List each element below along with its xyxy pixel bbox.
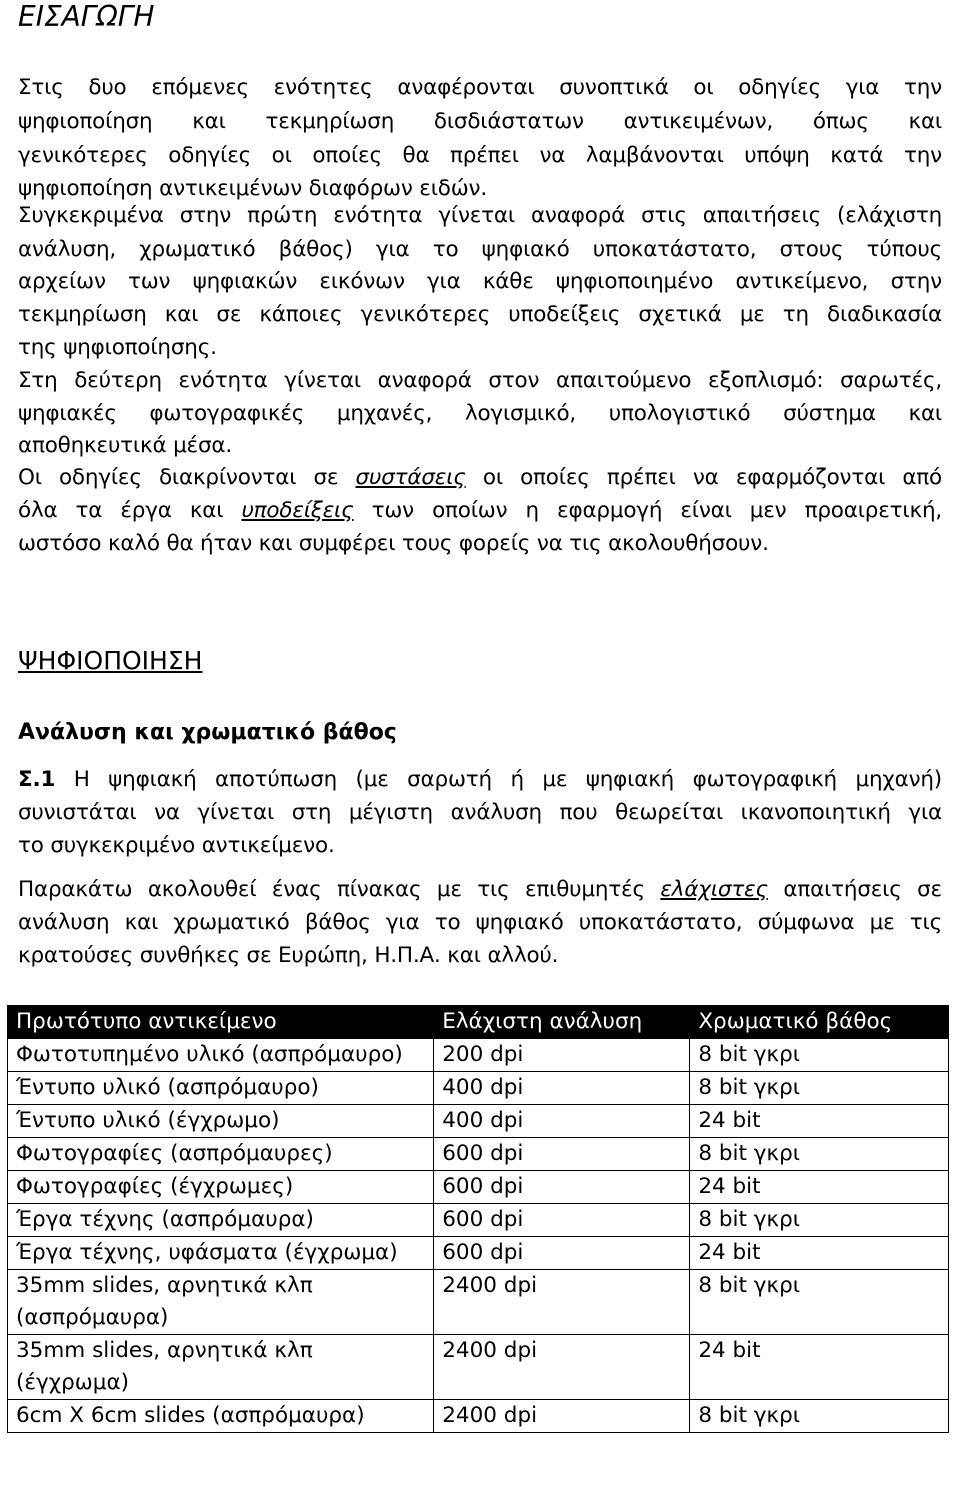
cell-object: Φωτογραφίες (έγχρωμες) (8, 1171, 434, 1204)
table-intro-line: κρατούσες συνθήκες σε Ευρώπη, Η.Π.Α. και αλλού. (18, 943, 559, 968)
table-row (8, 1237, 949, 1270)
cell-depth: 8 bit γκρι (690, 1204, 949, 1237)
cell-depth: 8 bit γκρι (690, 1270, 949, 1335)
table-intro-line: ανάλυση και χρωματικό βάθος για το ψηφιακό υποκατάστατο, σύμφωνα με τις (18, 910, 942, 935)
subsection-heading: Ανάλυση και χρωματικό βάθος (18, 720, 397, 745)
minimum-term: ελάχιστες (660, 877, 768, 902)
recommendation-line: όλα τα έργα και υποδείξεις των οποίων η εφαρμογή είναι μεν προαιρετική, (18, 498, 943, 523)
cell-depth: 24 bit (690, 1171, 949, 1204)
cell-resolution: 2400 dpi (434, 1270, 690, 1335)
recommendations-term: συστάσεις (355, 465, 466, 490)
intro-line: ανάλυση, χρωματικό βάθος) για το ψηφιακό υποκατάστατο, στους τύπους (18, 237, 942, 262)
header-original-object: Πρωτότυπο αντικείμενο (8, 1006, 434, 1039)
intro-line: της ψηφιοποίησης. (18, 335, 217, 360)
intro-line: ψηφιοποίηση και τεκμηρίωση δισδιάστατων αντικειμένων, όπως και (18, 109, 942, 134)
table-header-row (8, 1006, 949, 1039)
table-row (8, 1335, 949, 1400)
intro-line: αποθηκευτικά μέσα. (18, 433, 233, 458)
intro-line: Συγκεκριμένα στην πρώτη ενότητα γίνεται αναφορά στις απαιτήσεις (ελάχιστη (18, 203, 942, 228)
cell-object: 35mm slides, αρνητικά κλπ (έγχρωμα) (8, 1335, 434, 1400)
table-row (8, 1171, 949, 1204)
cell-depth: 8 bit γκρι (690, 1400, 949, 1433)
cell-depth: 24 bit (690, 1335, 949, 1400)
cell-depth: 8 bit γκρι (690, 1072, 949, 1105)
cell-resolution: 600 dpi (434, 1204, 690, 1237)
table-row (8, 1072, 949, 1105)
cell-resolution: 600 dpi (434, 1171, 690, 1204)
requirements-table (7, 1005, 949, 1433)
intro-line: Στη δεύτερη ενότητα γίνεται αναφορά στον απαιτούμενο εξοπλισμό: σαρωτές, (18, 368, 942, 393)
table-intro-line: Παρακάτω ακολουθεί ένας πίνακας με τις επιθυμητές ελάχιστες απαιτήσεις σε (18, 877, 942, 902)
intro-line: τεκμηρίωση και σε κάποιες γενικότερες υποδείξεις σχετικά με τη διαδικασία (18, 302, 942, 327)
cell-depth: 24 bit (690, 1105, 949, 1138)
intro-line: αρχείων των ψηφιακών εικόνων για κάθε ψηφιοποιημένο αντικείμενο, στην (18, 269, 942, 294)
cell-object: 35mm slides, αρνητικά κλπ (ασπρόμαυρα) (8, 1270, 434, 1335)
table-row (8, 1105, 949, 1138)
recommendation-line: ωστόσο καλό θα ήταν και συμφέρει τους φορείς να τις ακολουθήσουν. (18, 531, 769, 556)
s1-line: Σ.1 Η ψηφιακή αποτύπωση (με σαρωτή ή με ψηφιακή φωτογραφική μηχανή) (18, 767, 942, 792)
s1-label: Σ.1 (18, 767, 56, 792)
table-row (8, 1270, 949, 1335)
cell-object: Έντυπο υλικό (ασπρόμαυρο) (8, 1072, 434, 1105)
cell-resolution: 2400 dpi (434, 1400, 690, 1433)
cell-depth: 24 bit (690, 1237, 949, 1270)
intro-heading: ΕΙΣΑΓΩΓΗ (18, 0, 155, 33)
header-color-depth: Χρωματικό βάθος (690, 1006, 949, 1039)
recommendation-line: Οι οδηγίες διακρίνονται σε συστάσεις οι οποίες πρέπει να εφαρμόζονται από (18, 465, 943, 490)
cell-resolution: 2400 dpi (434, 1335, 690, 1400)
s1-line: το συγκεκριμένο αντικείμενο. (18, 833, 335, 858)
intro-line: γενικότερες οδηγίες οι οποίες θα πρέπει να λαμβάνονται υπόψη κατά την (18, 143, 942, 168)
cell-depth: 8 bit γκρι (690, 1138, 949, 1171)
s1-line: συνιστάται να γίνεται στη μέγιστη ανάλυση που θεωρείται ικανοποιητική για (18, 800, 942, 825)
table-row (8, 1039, 949, 1072)
cell-object: Έργα τέχνης (ασπρόμαυρα) (8, 1204, 434, 1237)
cell-resolution: 200 dpi (434, 1039, 690, 1072)
table-row (8, 1138, 949, 1171)
table-row (8, 1204, 949, 1237)
table-row (8, 1400, 949, 1433)
cell-resolution: 600 dpi (434, 1138, 690, 1171)
cell-object: 6cm X 6cm slides (ασπρόμαυρα) (8, 1400, 434, 1433)
cell-object: Φωτοτυπημένο υλικό (ασπρόμαυρο) (8, 1039, 434, 1072)
cell-object: Φωτογραφίες (ασπρόμαυρες) (8, 1138, 434, 1171)
cell-depth: 8 bit γκρι (690, 1039, 949, 1072)
cell-object: Έργα τέχνης, υφάσματα (έγχρωμα) (8, 1237, 434, 1270)
intro-line: ψηφιοποίηση αντικειμένων διαφόρων ειδών. (18, 176, 487, 201)
intro-line: Στις δυο επόμενες ενότητες αναφέρονται συνοπτικά οι οδηγίες για την (18, 75, 942, 100)
hints-term: υποδείξεις (241, 498, 354, 523)
cell-object: Έντυπο υλικό (έγχρωμο) (8, 1105, 434, 1138)
section-heading: ΨΗΦΙΟΠΟΙΗΣΗ (18, 646, 203, 675)
intro-line: ψηφιακές φωτογραφικές μηχανές, λογισμικό, υπολογιστικό σύστημα και (18, 401, 942, 426)
header-min-resolution: Ελάχιστη ανάλυση (434, 1006, 690, 1039)
cell-resolution: 600 dpi (434, 1237, 690, 1270)
cell-resolution: 400 dpi (434, 1072, 690, 1105)
cell-resolution: 400 dpi (434, 1105, 690, 1138)
